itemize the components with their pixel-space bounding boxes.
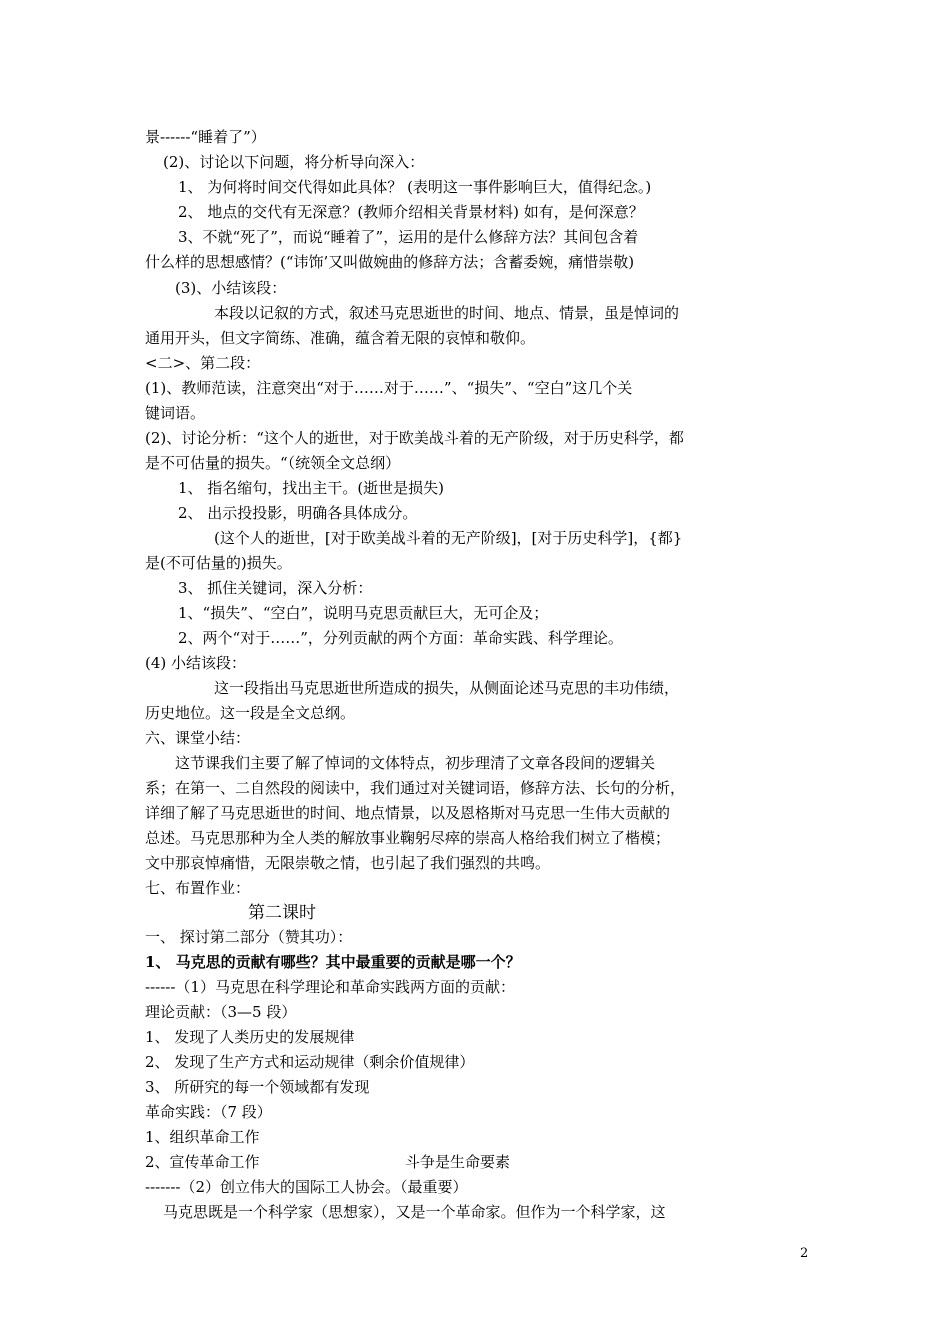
text-line: 是不可估量的损失。“（统领全文总纲） <box>145 454 401 472</box>
text-line: 1、 为何将时间交代得如此具体？ (表明这一事件影响巨大，值得纪念。) <box>178 178 652 196</box>
text-line: 通用开头，但文字简练、准确，蕴含着无限的哀悼和敬仰。 <box>145 329 536 347</box>
text-line: 马克思既是一个科学家（思想家），又是一个革命家。但作为一个科学家，这 <box>163 1203 666 1221</box>
text-line: 2、 地点的交代有无深意？(教师介绍相关背景材料) 如有，是何深意？ <box>178 203 644 221</box>
text-line: 总述。马克思那种为全人类的解放事业鞠躬尽瘁的崇高人格给我们树立了楷模； <box>145 829 671 847</box>
text-line: 1、“损失”、“空白”，说明马克思贡献巨大，无可企及； <box>178 604 549 622</box>
lesson-heading: 第二课时 <box>248 903 316 923</box>
list-item: 1、组织革命工作 <box>145 1128 260 1146</box>
text-line: 革命实践：（7 段） <box>145 1103 272 1121</box>
text-line: 文中那哀悼痛惜，无限崇敬之情，也引起了我们强烈的共鸣。 <box>145 854 551 872</box>
section-heading: 六、课堂小结： <box>145 729 251 747</box>
page-number: 2 <box>800 1246 809 1261</box>
text-line: -------（2）创立伟大的国际工人协会。（最重要） <box>145 1178 468 1196</box>
text-line: 什么样的思想感情？(“讳饰’又叫做婉曲的修辞方法；含蓄委婉，痛惜崇敬) <box>145 253 635 271</box>
list-item: 3、 所研究的每一个领域都有发现 <box>145 1078 370 1096</box>
text-line: 系；在第一、二自然段的阅读中，我们通过对关键词语，修辞方法、长句的分析， <box>145 779 686 797</box>
text-line: (4) 小结该段： <box>145 654 247 672</box>
text-line: 2、两个“对于……”，分列贡献的两个方面：革命实践、科学理论。 <box>178 629 623 647</box>
text-line: 理论贡献：（3—5 段） <box>145 1003 297 1021</box>
text-line: (这个人的逝世，[对于欧美战斗着的无产阶级]，[对于历史科学]，{都} <box>214 529 683 547</box>
list-item: 2、宣传革命工作 <box>145 1153 260 1171</box>
text-line: (2)、讨论以下问题，将分析导向深入： <box>163 153 425 171</box>
text-line: 这一段指出马克思逝世所造成的损失，从侧面论述马克思的丰功伟绩， <box>214 679 680 697</box>
text-line: ------（1）马克思在科学理论和革命实践两方面的贡献： <box>145 978 515 996</box>
text-line: 历史地位。这一段是全文总纲。 <box>145 704 356 722</box>
text-line: 3、 抓住关键词，深入分析： <box>178 579 373 597</box>
list-item: 1、 发现了人类历史的发展规律 <box>145 1028 355 1046</box>
text-line: (1)、教师范读，注意突出“对于……对于……”、“损失”、“空白”这几个关 <box>145 379 633 397</box>
text-line: 景------“睡着了”） <box>145 128 266 146</box>
text-line: 1、 指名缩句，找出主干。(逝世是损失) <box>178 479 445 497</box>
section-heading: 七、布置作业： <box>145 879 251 897</box>
question-line: 1、 马克思的贡献有哪些？其中最重要的贡献是哪一个？ <box>145 953 521 971</box>
text-line: 详细了解了马克思逝世的时间、地点情景，以及恩格斯对马克思一生伟大贡献的 <box>145 804 671 822</box>
text-line: 这节课我们主要了解了悼词的文体特点，初步理清了文章各段间的逻辑关 <box>175 754 656 772</box>
text-line: 一、 探讨第二部分（赞其功）： <box>145 928 353 946</box>
text-line: (3)、小结该段： <box>175 279 287 297</box>
text-line: 本段以记叙的方式，叙述马克思逝世的时间、地点、情景，虽是悼词的 <box>214 304 680 322</box>
section-heading: <二>、第二段： <box>145 354 261 372</box>
text-line: 是(不可估量的)损失。 <box>145 554 292 572</box>
text-line: 键词语。 <box>145 404 206 422</box>
text-line: 2、 出示投投影，明确各具体成分。 <box>178 504 418 522</box>
list-item: 2、 发现了生产方式和运动规律（剩余价值规律） <box>145 1053 475 1071</box>
text-line: (2)、讨论分析：“这个人的逝世，对于欧美战斗着的无产阶级，对于历史科学，都 <box>145 429 684 447</box>
side-note: 斗争是生命要素 <box>405 1153 511 1171</box>
text-line: 3、不就“死了”，而说“睡着了”，运用的是什么修辞方法？其间包含着 <box>178 228 639 246</box>
